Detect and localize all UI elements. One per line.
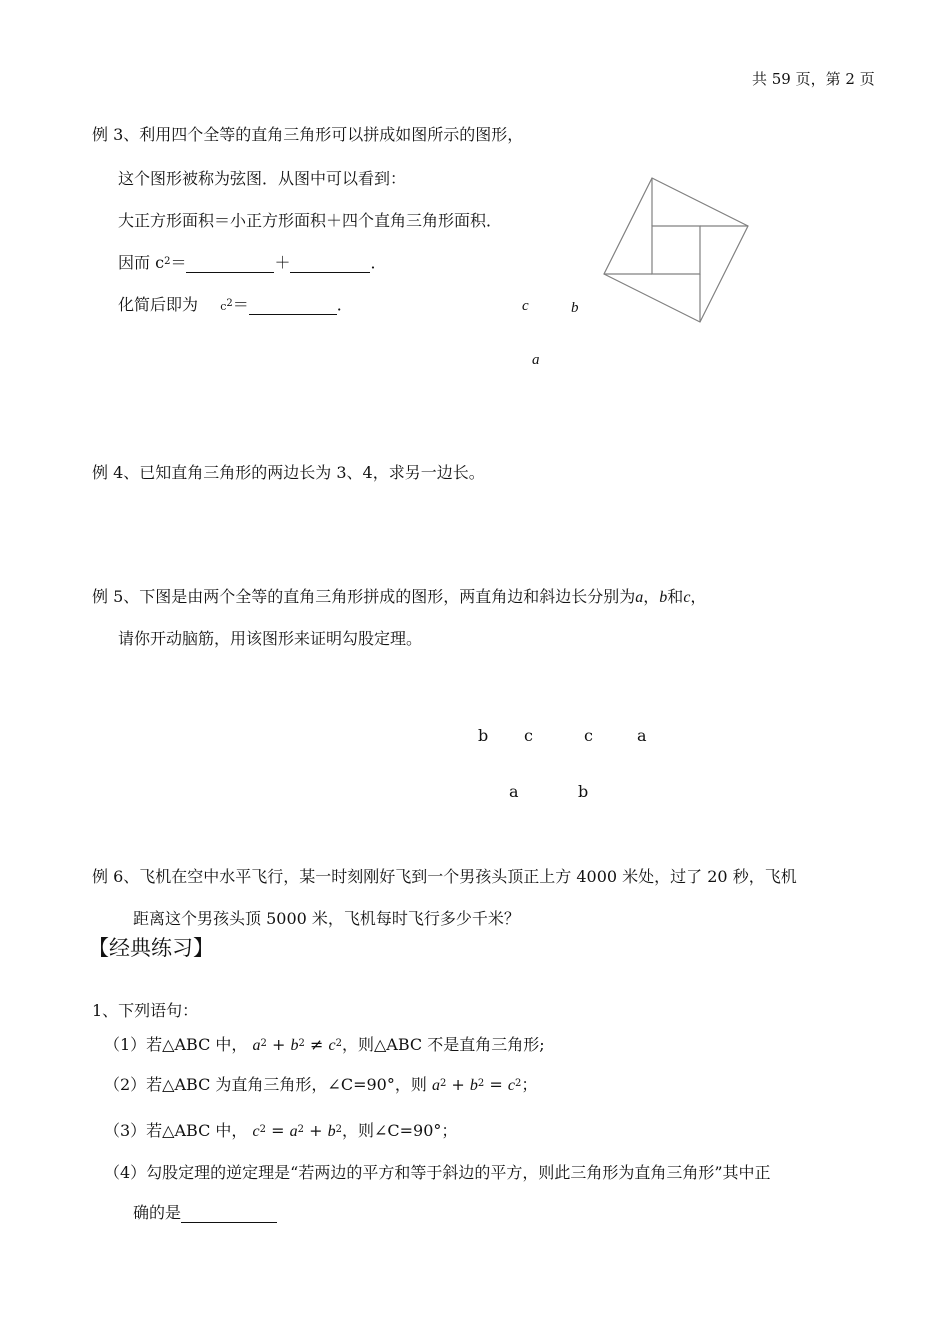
s3-suffix: ，则∠C=90°；: [341, 1121, 458, 1140]
math-a: a: [289, 1123, 298, 1140]
math-a: a: [431, 1077, 440, 1094]
c-variable: c: [220, 300, 227, 313]
sq: 2: [477, 1078, 485, 1089]
s2-prefix: （2）若△ABC 为直角三角形，∠C=90°，则: [104, 1075, 427, 1094]
sq: 2: [514, 1078, 522, 1089]
sq: 2: [439, 1078, 447, 1089]
page-info: 共 59 页，第 2 页: [752, 70, 875, 88]
answer-blank-2[interactable]: [290, 254, 370, 273]
q1-statement-2: [104, 1072, 537, 1095]
math-c: c: [507, 1077, 515, 1094]
fig5-label-c2: c: [584, 726, 593, 745]
math-plus: +: [272, 1035, 286, 1054]
ex6-line2: 距离这个男孩头顶 5000 米，飞机每时飞行多少千米？: [133, 909, 520, 928]
q1-statement-4-line2: [133, 1200, 277, 1223]
fig5-label-c1: c: [524, 726, 533, 745]
equals-sign: ＝: [170, 253, 187, 272]
period: ．: [370, 253, 387, 272]
ex3-line5: [118, 292, 353, 315]
answer-blank-1[interactable]: [186, 254, 274, 273]
math-c: c: [252, 1123, 260, 1140]
sq: 2: [298, 1038, 305, 1049]
fig3-label-a: a: [532, 352, 540, 368]
ex3-line4-prefix: 因而 c: [118, 253, 165, 272]
ex6-line1: 例 6、飞机在空中水平飞行，某一时刻刚好飞到一个男孩头顶正上方 4000 米处，过了 20 秒，飞机: [92, 867, 797, 886]
plus-sign: ＋: [274, 253, 291, 272]
var-b: b: [659, 589, 668, 606]
math-a: a: [252, 1037, 261, 1054]
s2-suffix: ；: [521, 1075, 538, 1094]
var-a: a: [635, 589, 644, 606]
inner-square: [652, 226, 700, 274]
math-equals: =: [271, 1121, 285, 1140]
fig3-label-c: c: [522, 298, 529, 314]
ex3-line4: [118, 250, 386, 273]
fig5-label-a1: a: [637, 726, 647, 745]
answer-blank-4[interactable]: [181, 1204, 277, 1223]
answer-blank-3[interactable]: [249, 296, 337, 315]
q1-statement-3: [104, 1118, 457, 1141]
equals-sign: ＝: [232, 295, 249, 314]
s3-prefix: （3）若△ABC 中，: [104, 1121, 248, 1140]
math-b: b: [327, 1123, 336, 1140]
ex3-line1: 例 3、利用四个全等的直角三角形可以拼成如图所示的图形，: [92, 125, 524, 144]
ex5-line2: 请你开动脑筋，用该图形来证明勾股定理。: [118, 629, 423, 648]
var-c: c: [683, 589, 691, 606]
fig3-label-b: b: [571, 300, 579, 316]
ex3-line5-prefix: 化简后即为: [118, 295, 199, 314]
sq: 2: [297, 1124, 304, 1135]
and-word: 和: [667, 587, 684, 606]
section-heading: 【经典练习】: [88, 936, 214, 960]
fig5-label-b2: b: [578, 782, 589, 801]
ex3-line2: 这个图形被称为弦图．从图中可以看到：: [118, 169, 407, 188]
period: ．: [336, 295, 353, 314]
sq: 2: [335, 1038, 342, 1049]
q1-statement-1: [104, 1032, 545, 1055]
math-b: b: [469, 1077, 478, 1094]
ex3-line3: 大正方形面积＝小正方形面积＋四个直角三角形面积．: [118, 211, 503, 230]
line-end: ，: [690, 587, 707, 606]
sq: 2: [259, 1124, 267, 1135]
sq: 2: [260, 1038, 267, 1049]
math-neq: ≠: [309, 1035, 324, 1054]
superscript-2: 2: [164, 256, 171, 267]
fig5-label-b1: b: [478, 726, 489, 745]
fig5-label-a2: a: [509, 782, 519, 801]
ex4-text: 例 4、已知直角三角形的两边长为 3、4，求另一边长。: [92, 463, 485, 482]
math-c: c: [328, 1037, 336, 1054]
superscript-2: 2: [226, 298, 233, 309]
s1-suffix: ，则△ABC 不是直角三角形;: [341, 1035, 545, 1054]
q1-title: 1、下列语句：: [92, 1001, 199, 1020]
comma: ，: [643, 587, 660, 606]
sq: 2: [335, 1124, 342, 1135]
math-equals: =: [489, 1075, 503, 1094]
math-plus: +: [309, 1121, 323, 1140]
q1-statement-4-line1: （4）勾股定理的逆定理是“若两边的平方和等于斜边的平方，则此三角形为直角三角形”其中正: [104, 1163, 771, 1182]
ex5-line1: [92, 584, 706, 607]
outer-square: [604, 178, 748, 322]
string-figure-diagram: [598, 172, 754, 328]
s1-prefix: （1）若△ABC 中，: [104, 1035, 248, 1054]
math-b: b: [290, 1037, 299, 1054]
ex5-line1-prefix: 例 5、下图是由两个全等的直角三角形拼成的图形，两直角边和斜边长分别为: [92, 587, 636, 606]
math-plus: +: [451, 1075, 465, 1094]
s4-line2-text: 确的是: [133, 1203, 182, 1222]
